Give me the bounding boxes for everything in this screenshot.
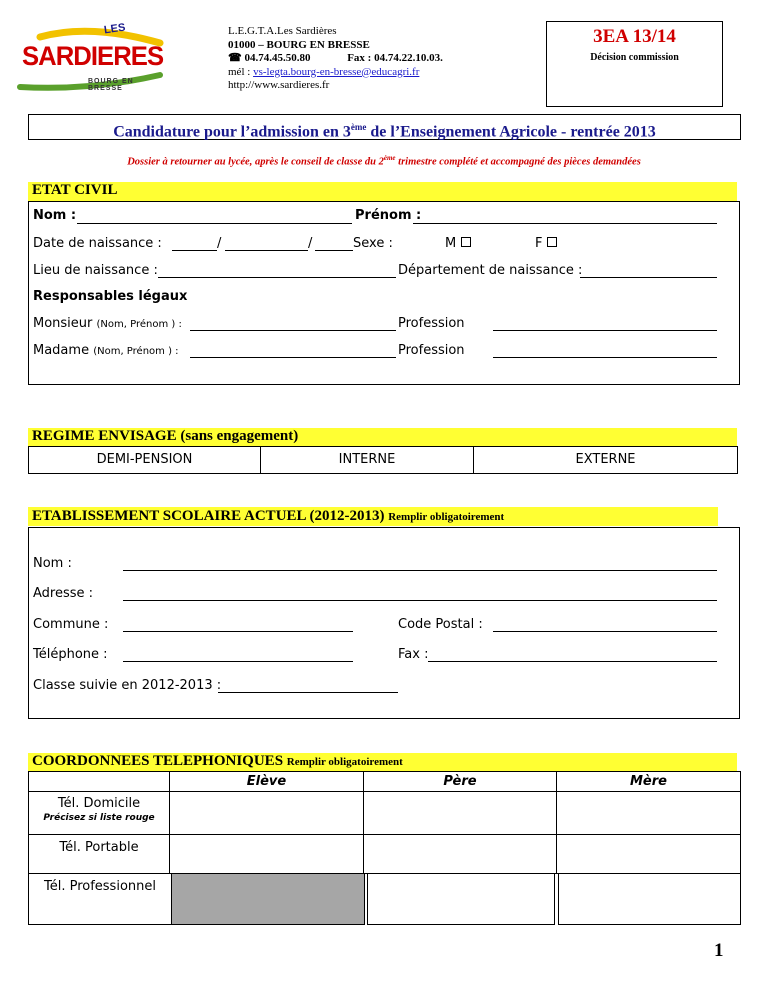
madame-label: Madame (Nom, Prénom ) : [33,343,179,358]
etab-classe-field[interactable] [218,692,398,693]
date-naissance-label: Date de naissance : [33,236,162,251]
school-web[interactable]: http://www.sardieres.fr [228,79,330,91]
madame-profession-field[interactable] [493,357,717,358]
etab-nom-label: Nom : [33,556,72,571]
sexe-label: Sexe : [353,236,393,251]
sexe-m-checkbox[interactable] [461,237,471,247]
school-email-line [228,66,443,80]
portable-pere-cell[interactable] [363,834,557,874]
etab-classe-label: Classe suivie en 2012-2013 : [33,678,222,693]
monsieur-profession-field[interactable] [493,330,717,331]
nom-field[interactable] [77,223,352,224]
etab-adresse-label: Adresse : [33,586,94,601]
madame-profession-label: Profession [398,343,465,358]
page-title: Candidature pour l’admission en 3ème de l’Enseignement Agricole - rentrée 2013 [113,122,656,141]
date-slash-2: / [308,236,313,251]
school-fax: Fax : 04.74.22.10.03. [347,52,443,64]
row-label-domicile: Tél. Domicile Précisez si liste rouge [28,791,170,835]
etat-civil-header: ETAT CIVIL [32,182,118,198]
etablissement-header: ETABLISSEMENT SCOLAIRE ACTUEL (2012-2013) Remplir obligatoirement [32,508,505,524]
col-header-pere: Père [363,771,557,792]
regime-option-interne[interactable]: INTERNE [260,446,474,474]
madame-name-field[interactable] [190,357,396,358]
monsieur-profession-label: Profession [398,316,465,331]
logo-top: LES [103,21,127,37]
prenom-label: Prénom : [355,208,422,223]
logo-sub: BOURG EN BRESSE [88,78,134,92]
regime-header: REGIME ENVISAGE (sans engagement) [32,428,299,444]
domicile-eleve-cell[interactable] [169,791,364,835]
phone-table-corner [28,771,170,792]
date-month-field[interactable] [225,250,308,251]
date-day-field[interactable] [172,250,217,251]
date-year-field[interactable] [315,250,353,251]
decision-box [546,21,723,107]
etab-telephone-field[interactable] [123,661,353,662]
school-email-link[interactable]: vs-legta.bourg-en-bresse@educagri.fr [253,65,420,78]
departement-field[interactable] [580,277,717,278]
portable-eleve-cell[interactable] [169,834,364,874]
col-header-eleve: Elève [169,771,364,792]
sexe-f-checkbox[interactable] [547,237,557,247]
professionnel-eleve-cell [171,873,365,925]
monsieur-label: Monsieur (Nom, Prénom ) : [33,316,182,331]
prenom-field[interactable] [413,223,717,224]
lieu-naissance-field[interactable] [158,277,396,278]
etab-telephone-label: Téléphone : [33,647,108,662]
school-phone-line [228,52,443,66]
page-number: 1 [714,940,724,961]
logo-main: SARDIERES [22,41,164,71]
school-name: L.E.G.T.A.Les Sardières [228,25,337,37]
mel-label: mél : [228,65,254,78]
logo [10,21,170,95]
coordonnees-header: COORDONNEES TELEPHONIQUES Remplir obligatoirement [32,753,403,769]
school-address: 01000 – BOURG EN BRESSE [228,38,370,51]
domicile-pere-cell[interactable] [363,791,557,835]
etab-fax-label: Fax : [398,647,429,662]
professionnel-pere-cell[interactable] [367,873,555,925]
regime-option-demi-pension[interactable]: DEMI-PENSION [28,446,261,474]
ref-code: 3EA 13/14 [593,26,676,47]
title-box [28,114,741,140]
decision-label: Décision commission [590,52,679,63]
responsables-heading: Responsables légaux [33,289,188,304]
page-subtitle: Dossier à retourner au lycée, après le conseil de classe du 2ème trimestre complété et accompagné des pièces demandées [127,154,641,168]
row-label-portable: Tél. Portable [28,834,170,874]
sexe-m-option[interactable]: M [445,236,471,251]
sexe-f-option[interactable]: F [535,236,557,251]
col-header-mere: Mère [556,771,741,792]
etab-fax-field[interactable] [428,661,717,662]
row-label-professionnel: Tél. Professionnel [28,873,172,925]
etab-commune-label: Commune : [33,617,109,632]
date-slash-1: / [217,236,222,251]
nom-label: Nom : [33,208,77,223]
etat-civil-header-bar [28,182,737,201]
school-phone: ☎ 04.74.45.50.80 [228,52,311,64]
etab-code-postal-field[interactable] [493,631,717,632]
regime-option-externe[interactable]: EXTERNE [473,446,738,474]
etab-code-postal-label: Code Postal : [398,617,483,632]
domicile-mere-cell[interactable] [556,791,741,835]
portable-mere-cell[interactable] [556,834,741,874]
etab-commune-field[interactable] [123,631,353,632]
departement-label: Département de naissance : [398,263,583,278]
lieu-naissance-label: Lieu de naissance : [33,263,158,278]
etab-nom-field[interactable] [123,570,717,571]
monsieur-name-field[interactable] [190,330,396,331]
school-info [228,25,443,93]
etab-adresse-field[interactable] [123,600,717,601]
professionnel-mere-cell[interactable] [558,873,741,925]
